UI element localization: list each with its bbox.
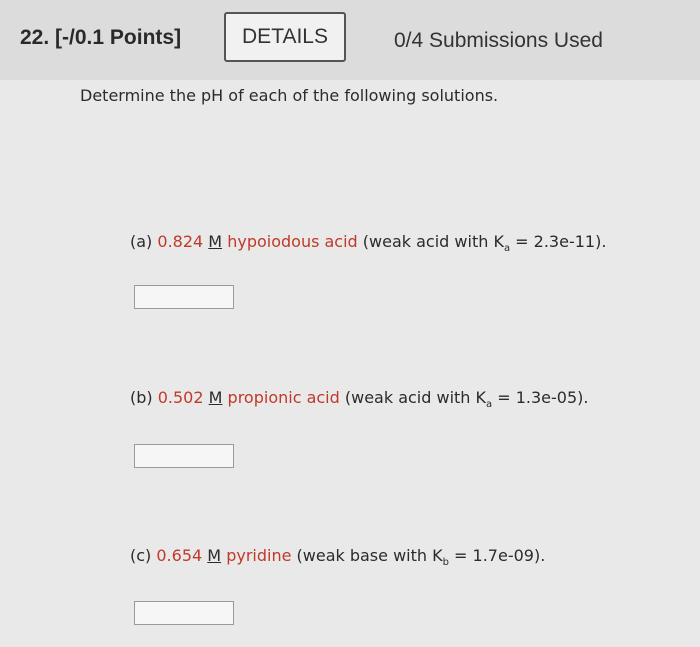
part-a-text xyxy=(130,232,606,254)
question-prompt: Determine the pH of each of the following solutions. xyxy=(80,86,499,105)
molarity-unit: M xyxy=(208,388,223,407)
submissions-used: 0/4 Submissions Used xyxy=(394,29,603,52)
compound-name: hypoiodous acid xyxy=(227,232,358,251)
compound-name: propionic acid xyxy=(227,388,340,407)
part-b-answer-input[interactable] xyxy=(134,444,234,468)
question-title xyxy=(20,26,181,50)
molarity-unit: M xyxy=(207,546,222,565)
constant-text: (weak acid with $K_a = 1.3e-05$). xyxy=(344,388,589,411)
question-number: 22. xyxy=(20,26,50,49)
concentration-value: 0.654 xyxy=(156,546,203,565)
concentration-value: 0.824 xyxy=(157,232,204,251)
concentration-value: 0.502 xyxy=(157,388,204,407)
part-c-text xyxy=(130,546,545,568)
part-label: (a) xyxy=(130,232,153,251)
part-label: (b) xyxy=(130,388,153,407)
part-label: (c) xyxy=(130,546,152,565)
question-header xyxy=(0,0,700,80)
part-c-answer-input[interactable] xyxy=(134,601,234,625)
points-label: [-/0.1 Points] xyxy=(55,26,182,49)
constant-text: (weak acid with $K_a = 2.3e-11$). xyxy=(362,232,607,255)
part-a-answer-input[interactable] xyxy=(134,285,234,309)
part-b-text xyxy=(130,388,588,410)
details-button[interactable]: DETAILS xyxy=(224,12,346,62)
molarity-unit: M xyxy=(208,232,223,251)
constant-text: (weak base with $K_b = 1.7e-09$). xyxy=(296,546,546,569)
compound-name: pyridine xyxy=(226,546,292,565)
